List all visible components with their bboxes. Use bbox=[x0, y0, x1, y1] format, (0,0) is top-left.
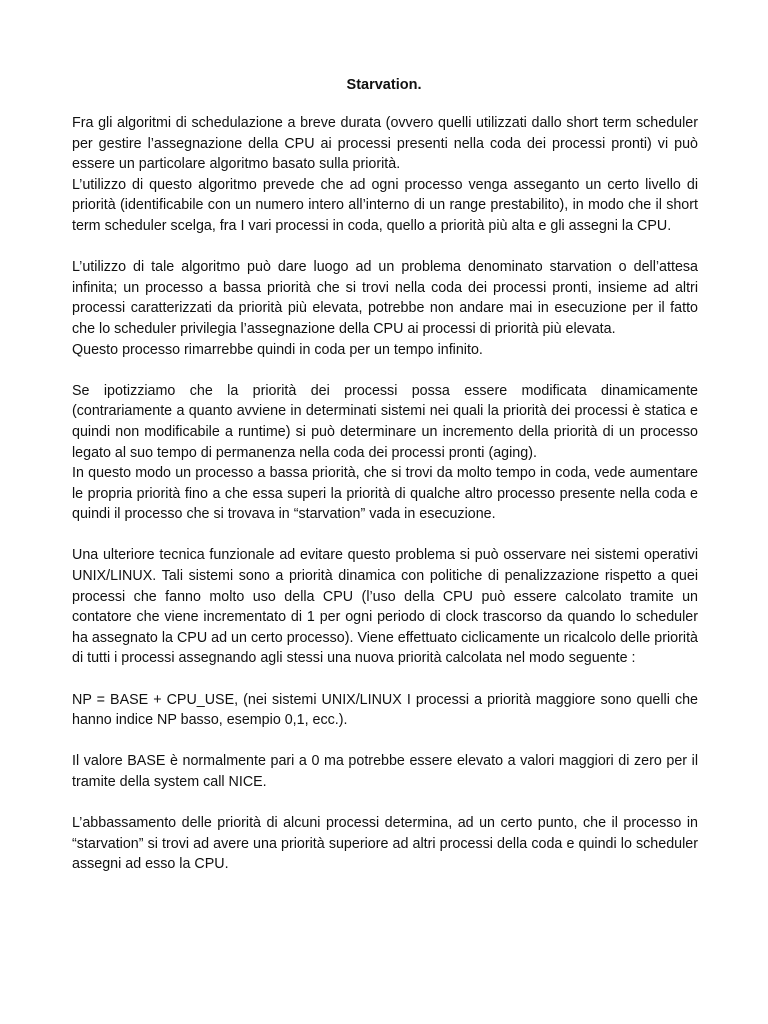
paragraph-aging: In questo modo un processo a bassa priorità, che si trovi da molto tempo in coda, vede aumentare le propria priorità fino a che essa superi la priorità di qualche altro processo presente nella coda e quindi il processo che si trovava in “starvation” vada in esecuzione. bbox=[72, 465, 698, 523]
document-body bbox=[72, 113, 698, 875]
paragraph-dynamic-priority: Se ipotizziamo che la priorità dei processi possa essere modificata dinamicamente (contrariamente a quanto avviene in determinati sistemi nei quali la priorità dei processi è statica e quindi non modificabile a runtime) si può determinare un incremento della priorità di un processo legato al suo tempo di permanenza nella coda dei processi pronti (aging). bbox=[72, 382, 698, 461]
paragraph-infinite-wait: Questo processo rimarrebbe quindi in coda per un tempo infinito. bbox=[72, 341, 483, 358]
document-title: Starvation. bbox=[346, 77, 422, 93]
paragraph-formula: NP = BASE + CPU_USE, (nei sistemi UNIX/LINUX I processi a priorità maggiore sono quelli che hanno indice NP basso, esempio 0,1, ecc.). bbox=[72, 691, 698, 729]
paragraph-intro: Fra gli algoritmi di schedulazione a breve durata (ovvero quelli utilizzati dallo short term scheduler per gestire l’assegnazione della CPU ai processi presenti nella coda dei processi pronti) vi può essere un particolare algoritmo basato sulla priorità. bbox=[72, 115, 698, 173]
paragraph-base-value: Il valore BASE è normalmente pari a 0 ma potrebbe essere elevato a valori maggiori di zero per il tramite della system call NICE. bbox=[72, 753, 698, 790]
paragraph-unix-linux: Una ulteriore tecnica funzionale ad evitare questo problema si può osservare nei sistemi operativi UNIX/LINUX. Tali sistemi sono a priorità dinamica con politiche di penalizzazione rispetto a quei processi che fanno molto uso della CPU (l’uso della CPU può essere calcolato tramite un contatore che viene incrementato di 1 per ogni periodo di clock trascorso da quando lo scheduler ha assegnato la CPU ad un certo processo). Viene effettuato ciclicamente un ricalcolo delle priorità di tutti i processi assegnando agli stessi una nuova priorità calcolata nel modo seguente : bbox=[72, 547, 698, 667]
paragraph-starvation-problem: L’utilizzo di tale algoritmo può dare luogo ad un problema denominato starvation o dell’attesa infinita; un processo a bassa priorità che si trovi nella coda dei processi pronti, insieme ad altri processi caratterizzati da priorità più elevata, potrebbe non andare mai in esecuzione per il fatto che lo scheduler privilegia l’assegnazione della CPU ai processi di priorità più elevata. bbox=[72, 259, 698, 337]
paragraph-conclusion: L’abbassamento delle priorità di alcuni processi determina, ad un certo punto, che il processo in “starvation” si trovi ad avere una priorità superiore ad altri processi della coda e quindi lo scheduler assegni ad esso la CPU. bbox=[72, 815, 698, 873]
paragraph-priority-algorithm: L’utilizzo di questo algoritmo prevede che ad ogni processo venga asseganto un certo livello di priorità (identificabile con un numero intero all’interno di un range prestabilito), in modo che il short term scheduler scelga, fra I vari processi in coda, quello a priorità più alta e gli assegni la CPU. bbox=[72, 176, 698, 234]
